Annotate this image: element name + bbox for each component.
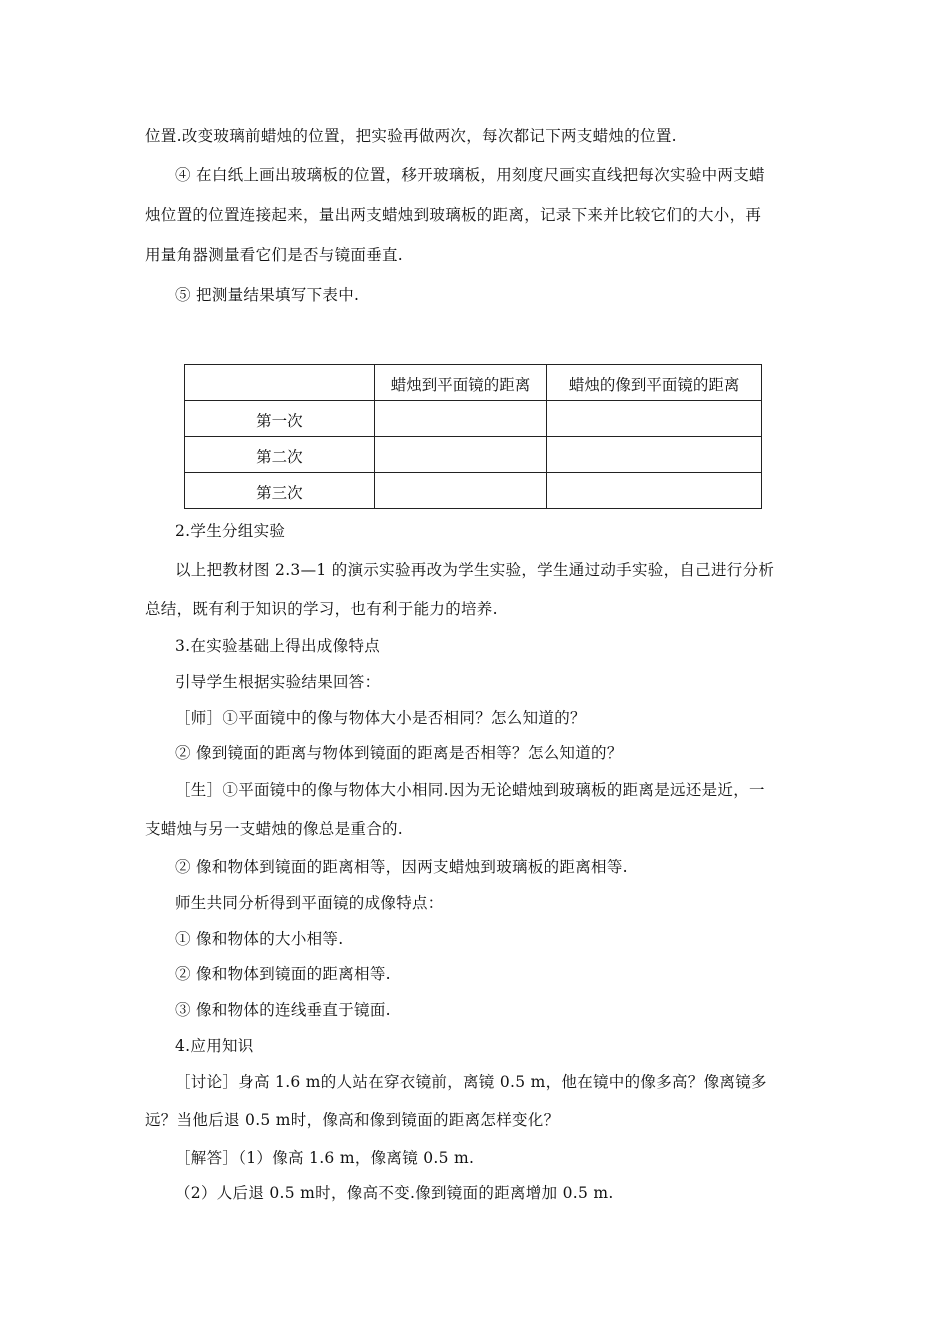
step-5-line: ⑤ 把测量结果填写下表中. <box>175 286 360 304</box>
paragraph-line: 支蜡烛与另一支蜡烛的像总是重合的. <box>145 820 404 838</box>
teacher-question-line: ［师］①平面镜中的像与物体大小是否相同？怎么知道的？ <box>175 709 586 727</box>
feature-item: ② 像和物体到镜面的距离相等. <box>175 965 391 983</box>
step-4-line: ④ 在白纸上画出玻璃板的位置，移开玻璃板，用刻度尺画实直线把每次实验中两支蜡 <box>175 166 765 184</box>
table-row <box>185 473 762 509</box>
paragraph-line: 用量角器测量看它们是否与镜面垂直. <box>145 246 404 264</box>
answer-line: ［解答］（1）像高 1.6 m，像离镜 0.5 m. <box>175 1149 475 1167</box>
paragraph-line: 以上把教材图 2.3—1 的演示实验再改为学生实验，学生通过动手实验，自己进行分析 <box>175 561 775 579</box>
paragraph-line: 位置.改变玻璃前蜡烛的位置，把实验再做两次，每次都记下两支蜡烛的位置. <box>145 127 677 145</box>
answer-line: （2）人后退 0.5 m时，像高不变.像到镜面的距离增加 0.5 m. <box>175 1184 614 1202</box>
paragraph-line: 师生共同分析得到平面镜的成像特点： <box>175 894 444 912</box>
table-cell-trial: 第三次 <box>185 473 375 509</box>
table-cell <box>374 473 547 509</box>
table-header-cell: 蜡烛的像到平面镜的距离 <box>547 365 762 401</box>
table-row <box>185 437 762 473</box>
table-cell <box>547 401 762 437</box>
feature-item: ① 像和物体的大小相等. <box>175 930 344 948</box>
paragraph-line: 总结，既有利于知识的学习，也有利于能力的培养. <box>145 600 498 618</box>
paragraph-line: 远？当他后退 0.5 m时，像高和像到镜面的距离怎样变化？ <box>145 1111 560 1129</box>
table-cell <box>547 437 762 473</box>
table-cell-trial: 第二次 <box>185 437 375 473</box>
measurement-table <box>184 364 762 509</box>
section-heading: 3.在实验基础上得出成像特点 <box>175 637 380 655</box>
student-answer-line: ［生］①平面镜中的像与物体大小相同.因为无论蜡烛到玻璃板的距离是远还是近，一 <box>175 781 765 799</box>
table-row <box>185 401 762 437</box>
table-cell-trial: 第一次 <box>185 401 375 437</box>
section-heading: 4.应用知识 <box>175 1037 254 1055</box>
teacher-question-line: ② 像到镜面的距离与物体到镜面的距离是否相等？怎么知道的？ <box>175 744 623 762</box>
section-heading: 2.学生分组实验 <box>175 522 286 540</box>
discussion-line: ［讨论］身高 1.6 m的人站在穿衣镜前，离镜 0.5 m，他在镜中的像多高？像离镜多 <box>175 1073 767 1091</box>
table-header-cell <box>185 365 375 401</box>
table-header-cell: 蜡烛到平面镜的距离 <box>374 365 547 401</box>
table-cell <box>374 401 547 437</box>
feature-item: ③ 像和物体的连线垂直于镜面. <box>175 1001 391 1019</box>
table-header-row <box>185 365 762 401</box>
student-answer-line: ② 像和物体到镜面的距离相等，因两支蜡烛到玻璃板的距离相等. <box>175 858 628 876</box>
paragraph-line: 烛位置的位置连接起来，量出两支蜡烛到玻璃板的距离，记录下来并比较它们的大小，再 <box>145 206 762 224</box>
table-cell <box>547 473 762 509</box>
paragraph-line: 引导学生根据实验结果回答： <box>175 673 381 691</box>
table-cell <box>374 437 547 473</box>
